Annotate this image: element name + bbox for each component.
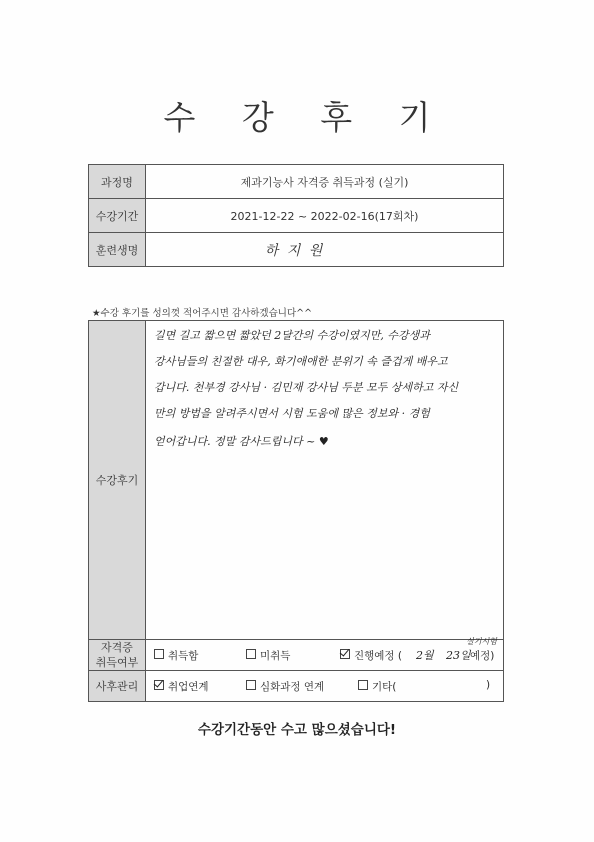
not-acquired-option[interactable] (246, 648, 290, 663)
job-link-option[interactable] (154, 679, 209, 694)
exam-annotation: 실기시험 (466, 637, 497, 646)
in-progress-option[interactable] (340, 648, 402, 663)
follow-up-label: 사후관리 (89, 671, 146, 702)
acquired-label: 취득함 (168, 650, 199, 662)
review-row (89, 321, 504, 640)
closing-message: 수강기간동안 수고 많으셨습니다! (197, 722, 397, 738)
review-line: 만의 방법을 알려주시면서 시험 도움에 많은 정보와 · 경험 (154, 407, 430, 420)
advanced-course-checkbox[interactable] (246, 680, 256, 690)
certification-row (89, 640, 504, 671)
review-table (88, 320, 504, 702)
review-label: 수강후기 (89, 321, 146, 640)
follow-up-row (89, 671, 504, 702)
follow-up-options (146, 671, 504, 702)
review-line: 얻어갑니다. 정말 감사드립니다 ~ ♥ (154, 435, 329, 448)
not-acquired-checkbox[interactable] (246, 649, 256, 659)
period-value: 2021-12-22 ~ 2022-02-16(17회차) (146, 199, 504, 233)
certification-options (146, 637, 504, 671)
review-text-area (146, 321, 503, 639)
page-title: 수 강 후 기 (163, 98, 449, 137)
expected-day: 23일 (446, 649, 471, 662)
review-line: 강사님들의 친절한 대우, 화기애애한 분위기 속 즐겁게 배우고 (154, 355, 448, 368)
course-row (89, 165, 504, 199)
other-close-paren: ) (486, 679, 491, 691)
job-link-label: 취업연계 (168, 681, 209, 693)
certification-label (89, 640, 146, 671)
advanced-course-label: 심화과정 연계 (260, 681, 325, 693)
expected-suffix: 예정) (470, 650, 495, 662)
trainee-label: 훈련생명 (89, 233, 146, 267)
review-body (146, 321, 504, 640)
other-label: 기타( (372, 681, 397, 693)
trainee-row (89, 233, 504, 267)
in-progress-checkbox[interactable] (340, 649, 350, 659)
trainee-name: 하 지 원 (146, 233, 504, 267)
course-info-table (88, 164, 504, 267)
certification-label-line1: 자격증 (101, 641, 133, 654)
period-label: 수강기간 (89, 199, 146, 233)
course-value: 제과기능사 자격증 취득과정 (실기) (146, 165, 504, 199)
review-line: 길면 길고 짧으면 짧았던 2달간의 수강이였지만, 수강생과 (154, 329, 430, 342)
expected-month: 2월 (416, 649, 434, 662)
not-acquired-label: 미취득 (260, 650, 291, 662)
in-progress-label: 진행예정 ( (354, 650, 403, 662)
other-checkbox[interactable] (358, 680, 368, 690)
period-row (89, 199, 504, 233)
review-line: 갑니다. 천부경 강사님 · 김민재 강사님 두분 모두 상세하고 자신 (154, 381, 459, 394)
acquired-checkbox[interactable] (154, 649, 164, 659)
course-label: 과정명 (89, 165, 146, 199)
other-option[interactable] (358, 679, 396, 694)
certification-label-line2: 취득여부 (95, 656, 139, 669)
instruction-note: ★수강 후기를 성의껏 적어주시면 감사하겠습니다^^ (92, 308, 313, 319)
advanced-course-option[interactable] (246, 679, 324, 694)
acquired-option[interactable] (154, 648, 198, 663)
job-link-checkbox[interactable] (154, 680, 164, 690)
